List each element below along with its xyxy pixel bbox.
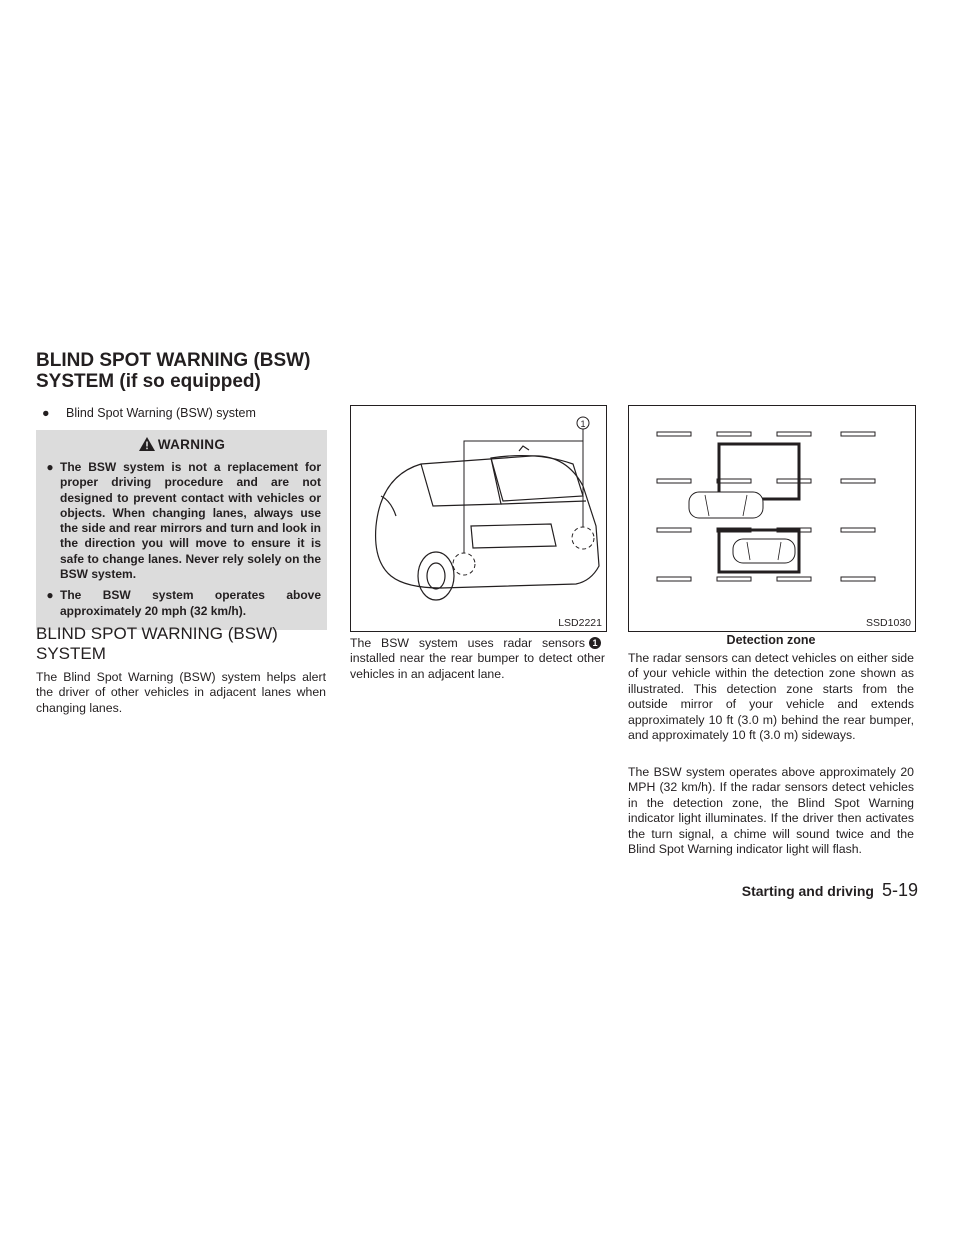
figure-code: LSD2221 <box>558 617 602 629</box>
page-number: 5-19 <box>881 880 918 900</box>
operation-paragraph: The BSW system operates above approximately 20 MPH (32 km/h). If the radar sensors detect vehicles in the detection zone, the Blind Spot Warning indicator light illuminates. If the driver then activates the turn signal, a chime will sound twice and the Blind Spot Warning indicator light will flash. <box>628 765 914 857</box>
radar-sensor-figure <box>350 405 607 632</box>
bullet-icon: ● <box>42 406 50 420</box>
intro-paragraph: The Blind Spot Warning (BSW) system helps alert the driver of other vehicles in adjacent lanes when changing lanes. <box>36 670 326 715</box>
detection-zone-paragraph: The radar sensors can detect vehicles on either side of your vehicle within the detection zone shown as illustrated. This detection zone starts from the outside mirror of your vehicle and extends approximately 10 ft (3.0 m) behind the rear bumper, and approximately 10 ft (3.0 m) sideways. <box>628 651 914 743</box>
radar-sensor-paragraph <box>350 636 605 682</box>
callout-1-icon: 1 <box>589 637 601 649</box>
chapter-title: Starting and driving <box>741 883 874 899</box>
warning-list <box>36 460 327 619</box>
bullet-icon: ● <box>46 588 54 603</box>
toc-list-item <box>42 406 256 420</box>
page-footer <box>708 880 918 901</box>
toc-item-label: Blind Spot Warning (BSW) system <box>66 406 256 420</box>
warning-heading-text: WARNING <box>157 437 226 452</box>
figure-caption: Detection zone <box>726 633 816 647</box>
warning-triangle-icon <box>138 436 156 452</box>
detection-zone-figure <box>628 405 916 632</box>
vehicle-rear-illustration <box>351 406 606 616</box>
warning-heading <box>36 436 327 452</box>
callout-number: 1 <box>580 419 586 429</box>
warning-item <box>36 460 327 582</box>
bullet-icon: ● <box>46 460 54 474</box>
figure-code: SSD1030 <box>866 617 911 629</box>
paragraph-text: installed near the rear bumper to detect other vehicles in an adjacent lane. <box>350 651 605 681</box>
detection-zone-diagram <box>629 406 915 616</box>
warning-item <box>36 588 327 619</box>
warning-item-text: The BSW system operates above approximately 20 mph (32 km/h). <box>60 588 321 618</box>
warning-item-text: The BSW system is not a replacement for proper driving procedure and are not designed to prevent contact with vehicles or objects. When changing lanes, always use the side and rear mirrors and turn and look in the direction you will move to ensure it is safe to change lanes. Never rely solely on the BSW system. <box>60 460 321 582</box>
paragraph-text: The BSW system uses radar sensors <box>350 636 585 650</box>
subsection-title: BLIND SPOT WARNING (BSW) SYSTEM <box>36 624 278 663</box>
section-title: BLIND SPOT WARNING (BSW) SYSTEM (if so equipped) <box>36 350 311 392</box>
warning-box <box>36 430 327 630</box>
